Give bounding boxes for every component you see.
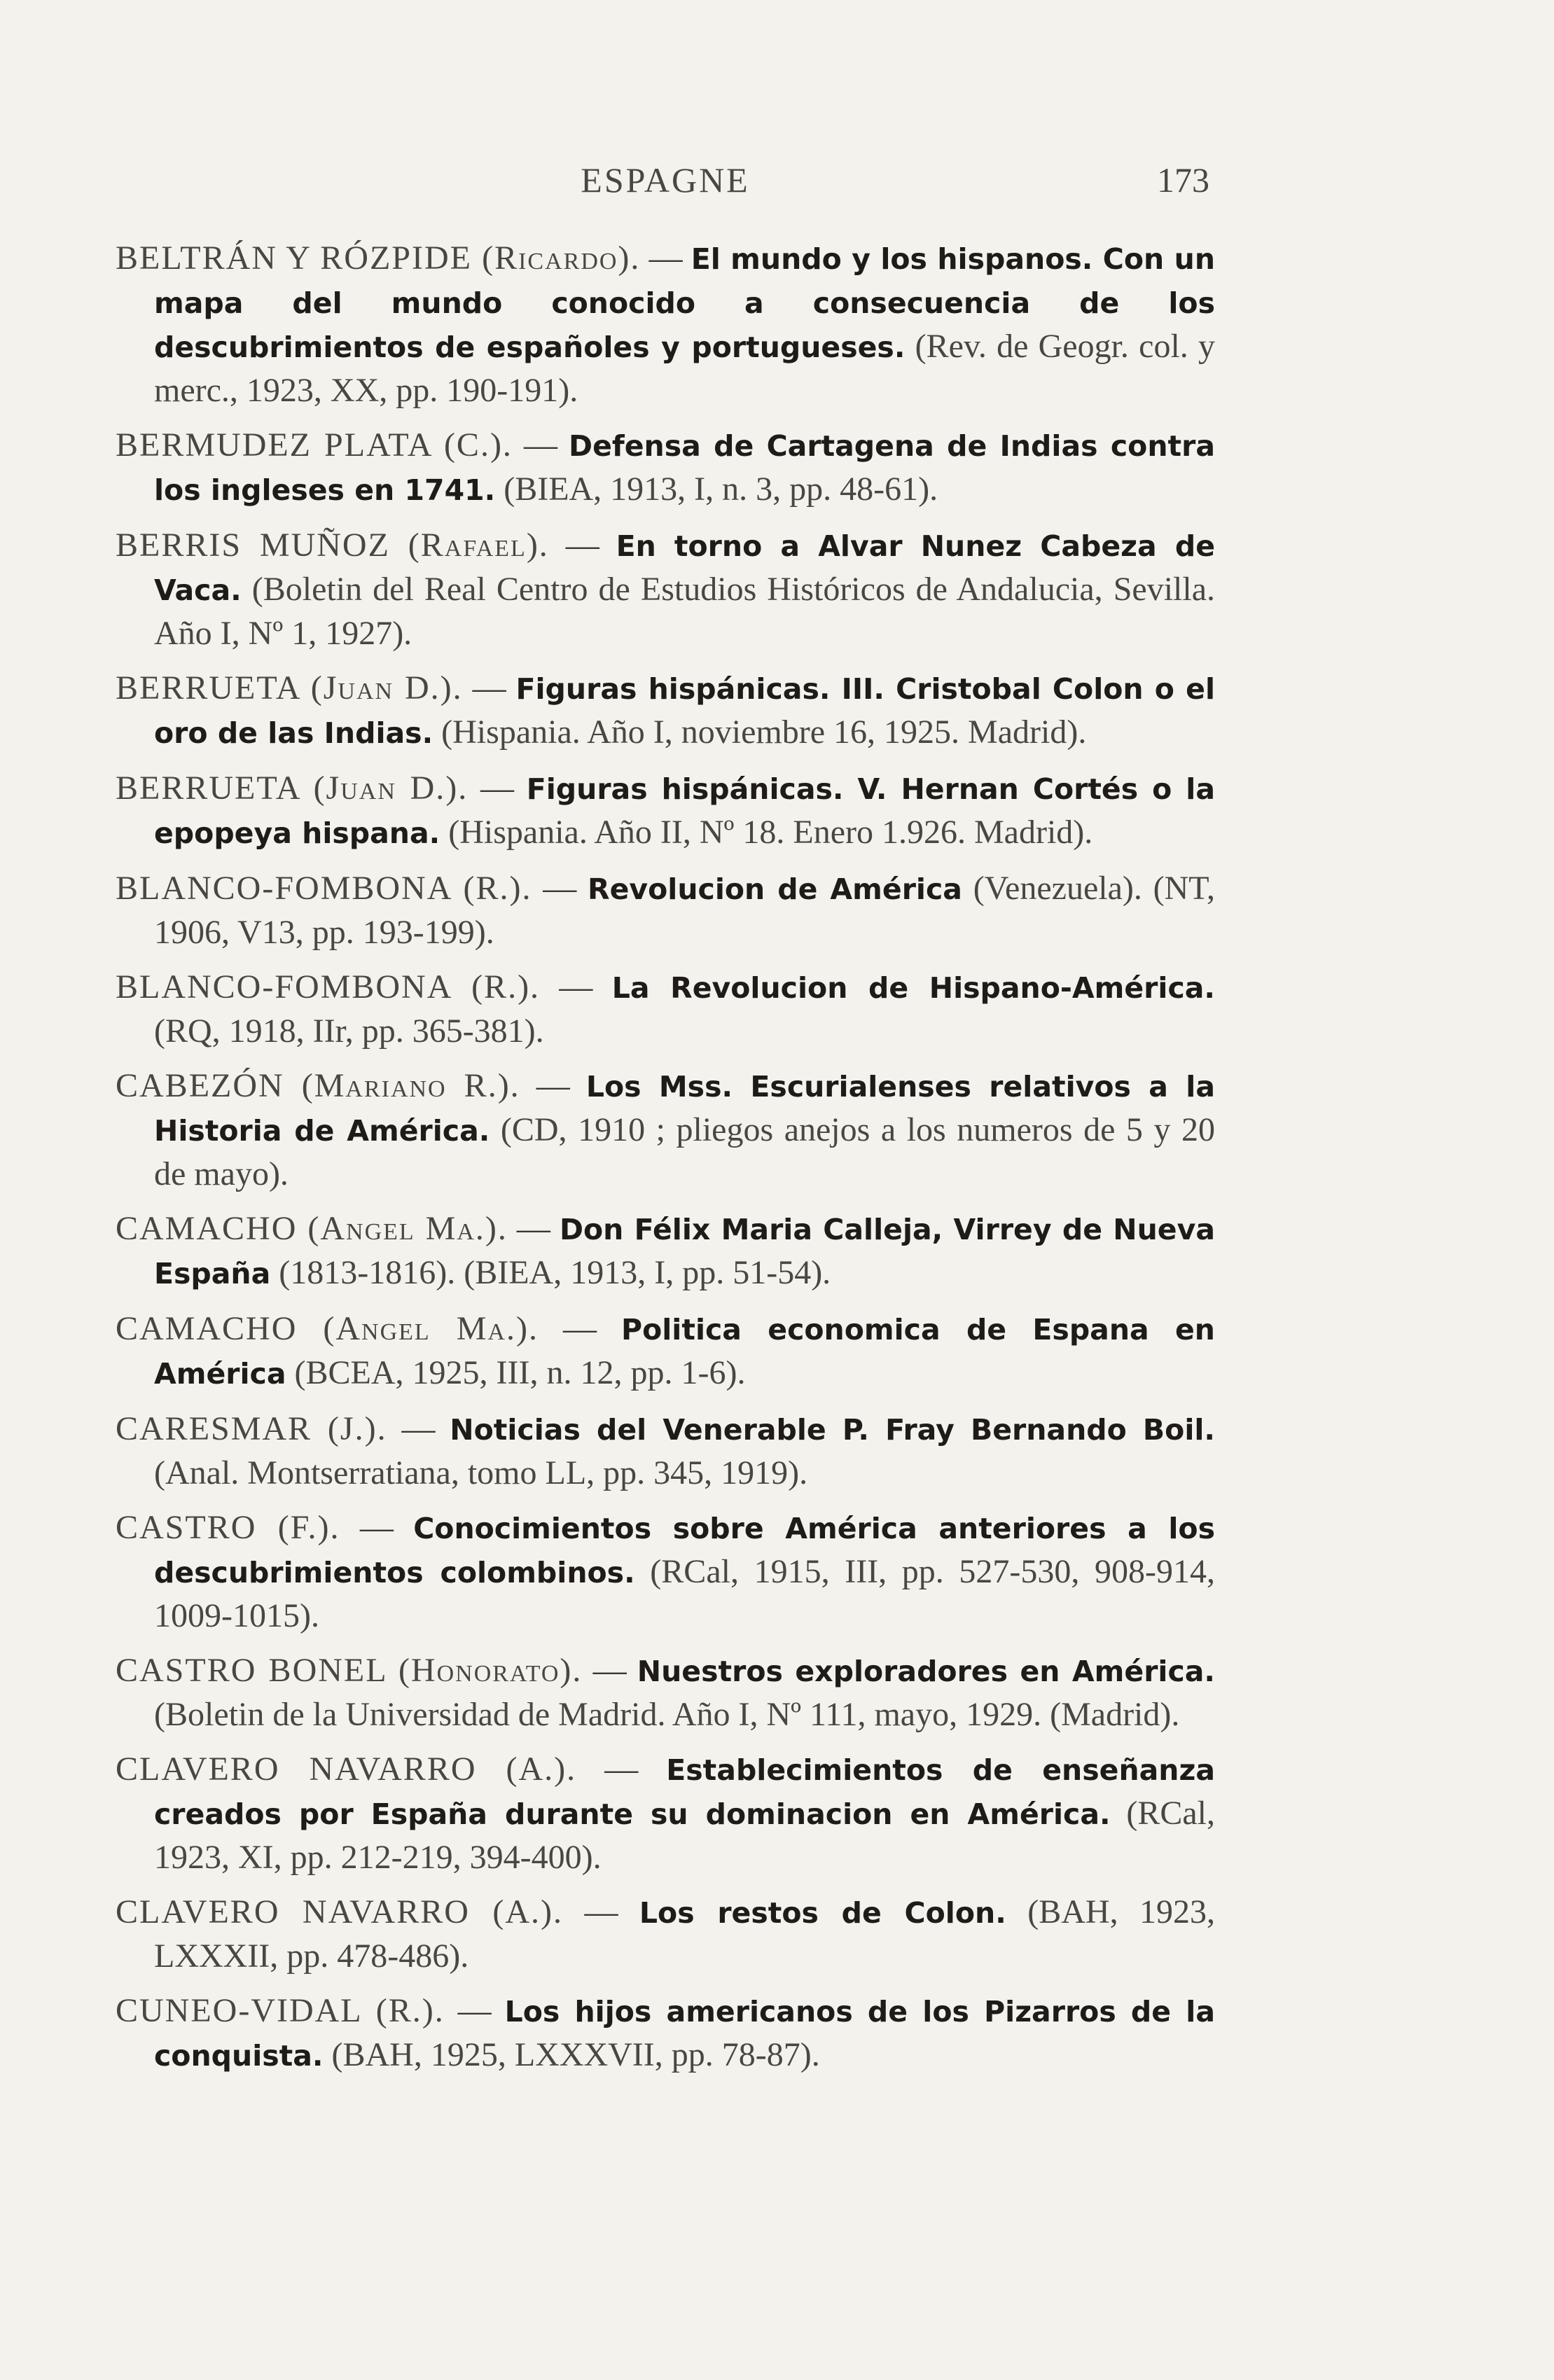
bibliography-list — [116, 237, 1215, 2089]
entry-author: BERRIS MUÑOZ (Rafael). — [116, 527, 549, 564]
entry-author: BELTRÁN Y RÓZPIDE (Ricardo). — [116, 239, 641, 277]
entry-citation: (RQ, 1918, IIr, pp. 365-381). — [154, 1012, 544, 1050]
entry-title: Revolucion de América — [588, 872, 962, 906]
entry-citation: (CD, 1910 ; pliegos anejos a los numeros de 5 y 20 de mayo). — [154, 1111, 1216, 1192]
entry-title: Politica economica de Espana en América — [154, 1313, 1215, 1391]
entry-author: BERMUDEZ PLATA (C.). — [116, 426, 513, 464]
bibliography-entry: BERRUETA (Juan D.). — Figuras hispánicas. III. Cristobal Colon o el oro de las Indias. (Hispania. Año I, noviembre 16, 1925. Madrid). — [116, 669, 1216, 751]
entry-title: El mundo y los hispanos. Con un mapa del mundo conocido a consecuencia de los descubrimientos de españoles y portugueses. — [154, 242, 1216, 364]
entry-citation: (Rev. de Geogr. col. y merc., 1923, XX, pp. 190-191). — [154, 328, 1216, 409]
entry-title: Figuras hispánicas. V. Hernan Cortés o la epopeya hispana. — [154, 772, 1216, 850]
entry-citation: (RCal, 1923, XI, pp. 212-219, 394-400). — [154, 1795, 1216, 1876]
bibliography-entry: CARESMAR (J.). — Noticias del Venerable P. Fray Bernando Boil. (Anal. Montserratiana, tomo LL, pp. 345, 1919). — [116, 1410, 1216, 1491]
entry-author: BERRUETA (Juan D.). — [116, 669, 463, 707]
entry-author: CARESMAR (J.). — [116, 1410, 387, 1447]
page-number: 173 — [1157, 160, 1209, 200]
entry-author: CAMACHO (Angel Ma.). — [116, 1210, 508, 1247]
entry-citation: (BAH, 1925, LXXXVII, pp. 78-87). — [331, 2036, 820, 2073]
bibliography-entry: CLAVERO NAVARRO (A.). — Establecimientos de enseñanza creados por España durante su dominacion en América. (RCal, 1923, XI, pp. 212-219, 394-400). — [116, 1751, 1216, 1876]
entry-title: Los restos de Colon. — [639, 1896, 1006, 1930]
entry-author: CLAVERO NAVARRO (A.). — [116, 1893, 563, 1930]
running-title: ESPAGNE — [581, 160, 750, 200]
entry-title: Conocimientos sobre América anteriores a los descubrimientos colombinos. — [154, 1512, 1215, 1589]
entry-title: Los hijos americanos de los Pizarros de la conquista. — [154, 1995, 1216, 2073]
entry-author: CASTRO BONEL (Honorato). — [116, 1652, 583, 1689]
entry-title: Defensa de Cartagena de Indias contra los ingleses en 1741. — [154, 429, 1215, 507]
bibliography-entry: CASTRO (F.). — Conocimientos sobre América anteriores a los descubrimientos colombinos. (RCal, 1915, III, pp. 527-530, 908-914, 1009-1015). — [116, 1509, 1215, 1634]
entry-citation: (BAH, 1923, LXXXII, pp. 478-486). — [154, 1893, 1216, 1975]
entry-citation: (Anal. Montserratiana, tomo LL, pp. 345, 1919). — [154, 1454, 808, 1491]
bibliography-entry: CLAVERO NAVARRO (A.). — Los restos de Colon. (BAH, 1923, LXXXII, pp. 478-486). — [116, 1893, 1216, 1975]
entry-title: La Revolucion de Hispano-América. — [611, 971, 1216, 1005]
entry-citation: (BCEA, 1925, III, n. 12, pp. 1-6). — [294, 1354, 746, 1391]
entry-author: BLANCO-FOMBONA (R.). — [116, 870, 532, 907]
bibliography-entry: BERRUETA (Juan D.). — Figuras hispánicas. V. Hernan Cortés o la epopeya hispana. (Hispania. Año II, Nº 18. Enero 1.926. Madrid). — [116, 770, 1216, 851]
bibliography-entry: BLANCO-FOMBONA (R.). — La Revolucion de Hispano-América. (RQ, 1918, IIr, pp. 365-381). — [116, 968, 1216, 1050]
bibliography-entry: CAMACHO (Angel Ma.). — Don Félix Maria Calleja, Virrey de Nueva España (1813-1816). (BIEA, 1913, I, pp. 51-54). — [116, 1210, 1216, 1291]
entry-citation: (Venezuela). (NT, 1906, V13, pp. 193-199). — [154, 870, 1216, 951]
entry-title: Figuras hispánicas. III. Cristobal Colon o el oro de las Indias. — [154, 672, 1216, 750]
entry-citation: (Hispania. Año I, noviembre 16, 1925. Madrid). — [441, 714, 1087, 751]
bibliography-entry: CABEZÓN (Mariano R.). — Los Mss. Escurialenses relativos a la Historia de América. (CD, 1910 ; pliegos anejos a los numeros de 5 y 20 de mayo). — [116, 1067, 1216, 1192]
bibliography-entry: CUNEO-VIDAL (R.). — Los hijos americanos de los Pizarros de la conquista. (BAH, 1925, LXXXVII, pp. 78-87). — [116, 1992, 1216, 2073]
entry-citation: (Boletin del Real Centro de Estudios Históricos de Andalucia, Sevilla. Año I, Nº 1, 1927). — [154, 571, 1216, 652]
entry-title: Establecimientos de enseñanza creados por España durante su dominacion en América. — [154, 1753, 1216, 1831]
bibliography-entry: BERMUDEZ PLATA (C.). — Defensa de Cartagena de Indias contra los ingleses en 1741. (BIEA, 1913, I, n. 3, pp. 48-61). — [116, 426, 1215, 508]
bibliography-entry: BERRIS MUÑOZ (Rafael). — En torno a Alvar Nunez Cabeza de Vaca. (Boletin del Real Centro de Estudios Históricos de Andalucia, Sevilla. Año I, Nº 1, 1927). — [116, 527, 1216, 652]
entry-title: Don Félix Maria Calleja, Virrey de Nueva España — [154, 1213, 1216, 1290]
entry-author: CLAVERO NAVARRO (A.). — [116, 1751, 577, 1788]
entry-author: BLANCO-FOMBONA (R.). — [116, 968, 541, 1005]
entry-title: En torno a Alvar Nunez Cabeza de Vaca. — [154, 529, 1215, 607]
entry-citation: (RCal, 1915, III, pp. 527-530, 908-914, 1009-1015). — [154, 1553, 1215, 1634]
entry-author: CAMACHO (Angel Ma.). — [116, 1310, 539, 1347]
entry-citation: (Boletin de la Universidad de Madrid. Año I, Nº 111, mayo, 1929. (Madrid). — [154, 1696, 1180, 1733]
entry-author: CABEZÓN (Mariano R.). — [116, 1067, 520, 1104]
entry-title: Los Mss. Escurialenses relativos a la Historia de América. — [154, 1070, 1216, 1148]
bibliography-entry: CASTRO BONEL (Honorato). — Nuestros exploradores en América. (Boletin de la Universidad de Madrid. Año I, Nº 111, mayo, 1929. (Madrid). — [116, 1652, 1216, 1733]
bibliography-entry: CAMACHO (Angel Ma.). — Politica economica de Espana en América (BCEA, 1925, III, n. 12, pp. 1-6). — [116, 1310, 1215, 1391]
entry-citation: (1813-1816). (BIEA, 1913, I, pp. 51-54). — [279, 1254, 831, 1291]
entry-citation: (BIEA, 1913, I, n. 3, pp. 48-61). — [504, 471, 938, 508]
entry-author: BERRUETA (Juan D.). — [116, 770, 469, 807]
page-header — [116, 160, 1215, 216]
entry-title: Nuestros exploradores en América. — [637, 1655, 1216, 1688]
entry-title: Noticias del Venerable P. Fray Bernando Boil. — [450, 1413, 1216, 1447]
bibliography-entry: BELTRÁN Y RÓZPIDE (Ricardo). — El mundo y los hispanos. Con un mapa del mundo conocido a consecuencia de los descubrimientos de españoles y portugueses. (Rev. de Geogr. col. y merc., 1923, XX, pp. 190-191). — [116, 239, 1216, 409]
entry-author: CUNEO-VIDAL (R.). — [116, 1992, 445, 2029]
entry-citation: (Hispania. Año II, Nº 18. Enero 1.926. Madrid). — [448, 814, 1093, 851]
entry-author: CASTRO (F.). — [116, 1509, 340, 1546]
bibliography-entry: BLANCO-FOMBONA (R.). — Revolucion de América (Venezuela). (NT, 1906, V13, pp. 193-199). — [116, 870, 1216, 951]
